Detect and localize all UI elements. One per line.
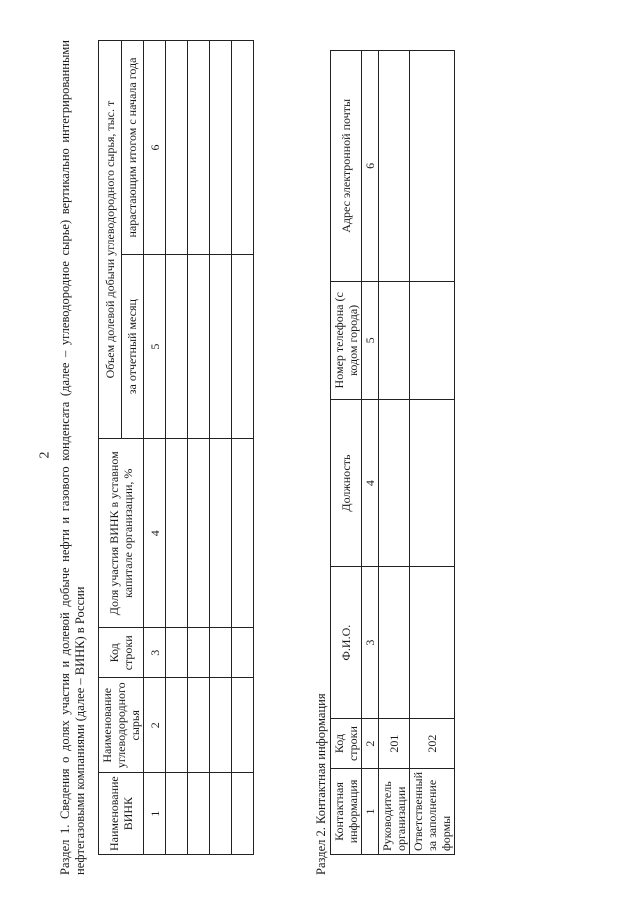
cell[interactable] [232, 255, 254, 439]
header-phone: Номер телефона (с кодом города) [331, 281, 362, 399]
col-number: 3 [144, 628, 166, 678]
table-row [188, 41, 210, 855]
header-raw-name: Наименование углеводородного сырья [99, 678, 144, 773]
col-number: 5 [362, 281, 379, 399]
cell[interactable] [232, 439, 254, 628]
col-number: 4 [144, 439, 166, 628]
cell[interactable] [210, 41, 232, 255]
col-number: 6 [362, 51, 379, 282]
header-row-code: Код строки [99, 628, 144, 678]
section1-table [98, 40, 254, 855]
cell[interactable] [166, 678, 188, 773]
col-number: 5 [144, 255, 166, 439]
section1-title: Раздел 1. Сведения о долях участия и долевой добыче нефти и газового конденсата (далее – углеводородное сырье) вертикально интегрированными нефтегазовыми компаниями (далее – ВИНК) в России [58, 40, 87, 875]
cell[interactable] [210, 255, 232, 439]
header-vink-name: Наименование ВИНК [99, 773, 144, 855]
header-month: за отчетный месяц [121, 255, 144, 439]
fio-cell[interactable] [410, 567, 455, 719]
cell[interactable] [210, 439, 232, 628]
column-numbers-row [362, 51, 379, 855]
phone-cell[interactable] [379, 281, 410, 399]
header-row-code: Код строки [331, 719, 362, 769]
cell[interactable] [166, 773, 188, 855]
cell[interactable] [232, 41, 254, 255]
rotated-form [58, 30, 613, 875]
col-number: 6 [144, 41, 166, 255]
cell[interactable] [232, 773, 254, 855]
email-cell[interactable] [410, 51, 455, 282]
header-position: Должность [331, 399, 362, 566]
header-email: Адрес электронной почты [331, 51, 362, 282]
cell[interactable] [210, 773, 232, 855]
cell[interactable] [188, 41, 210, 255]
cell[interactable] [210, 628, 232, 678]
position-cell[interactable] [410, 399, 455, 566]
section2-title: Раздел 2. Контактная информация [314, 693, 328, 875]
cell[interactable] [210, 678, 232, 773]
cell[interactable] [188, 255, 210, 439]
header-volume-group: Объем долевой добычи углеводородного сырья, тыс. т [99, 41, 122, 439]
cell[interactable] [166, 255, 188, 439]
col-number: 3 [362, 567, 379, 719]
table-row [379, 51, 410, 855]
table-row [210, 41, 232, 855]
col-number: 1 [362, 768, 379, 854]
phone-cell[interactable] [410, 281, 455, 399]
row-code: 201 [379, 719, 410, 769]
cell[interactable] [188, 678, 210, 773]
row-label: Руководитель организации [379, 768, 410, 854]
cell[interactable] [232, 628, 254, 678]
cell[interactable] [232, 678, 254, 773]
column-numbers-row [144, 41, 166, 855]
row-label: Ответственный за заполнение формы [410, 768, 455, 854]
col-number: 1 [144, 773, 166, 855]
email-cell[interactable] [379, 51, 410, 282]
page-number: 2 [37, 451, 53, 459]
header-fio: Ф.И.О. [331, 567, 362, 719]
table-row [410, 51, 455, 855]
section2-table [330, 50, 455, 855]
cell[interactable] [166, 628, 188, 678]
col-number: 4 [362, 399, 379, 566]
cell[interactable] [188, 773, 210, 855]
table-row [166, 41, 188, 855]
cell[interactable] [188, 439, 210, 628]
header-contact: Контактная информация [331, 768, 362, 854]
row-code: 202 [410, 719, 455, 769]
position-cell[interactable] [379, 399, 410, 566]
header-share: Доля участия ВИНК в уставном капитале организации, % [99, 439, 144, 628]
header-ytd: нарастающим итогом с начала года [121, 41, 144, 255]
fio-cell[interactable] [379, 567, 410, 719]
cell[interactable] [166, 41, 188, 255]
col-number: 2 [144, 678, 166, 773]
cell[interactable] [166, 439, 188, 628]
col-number: 2 [362, 719, 379, 769]
table-row [232, 41, 254, 855]
cell[interactable] [188, 628, 210, 678]
